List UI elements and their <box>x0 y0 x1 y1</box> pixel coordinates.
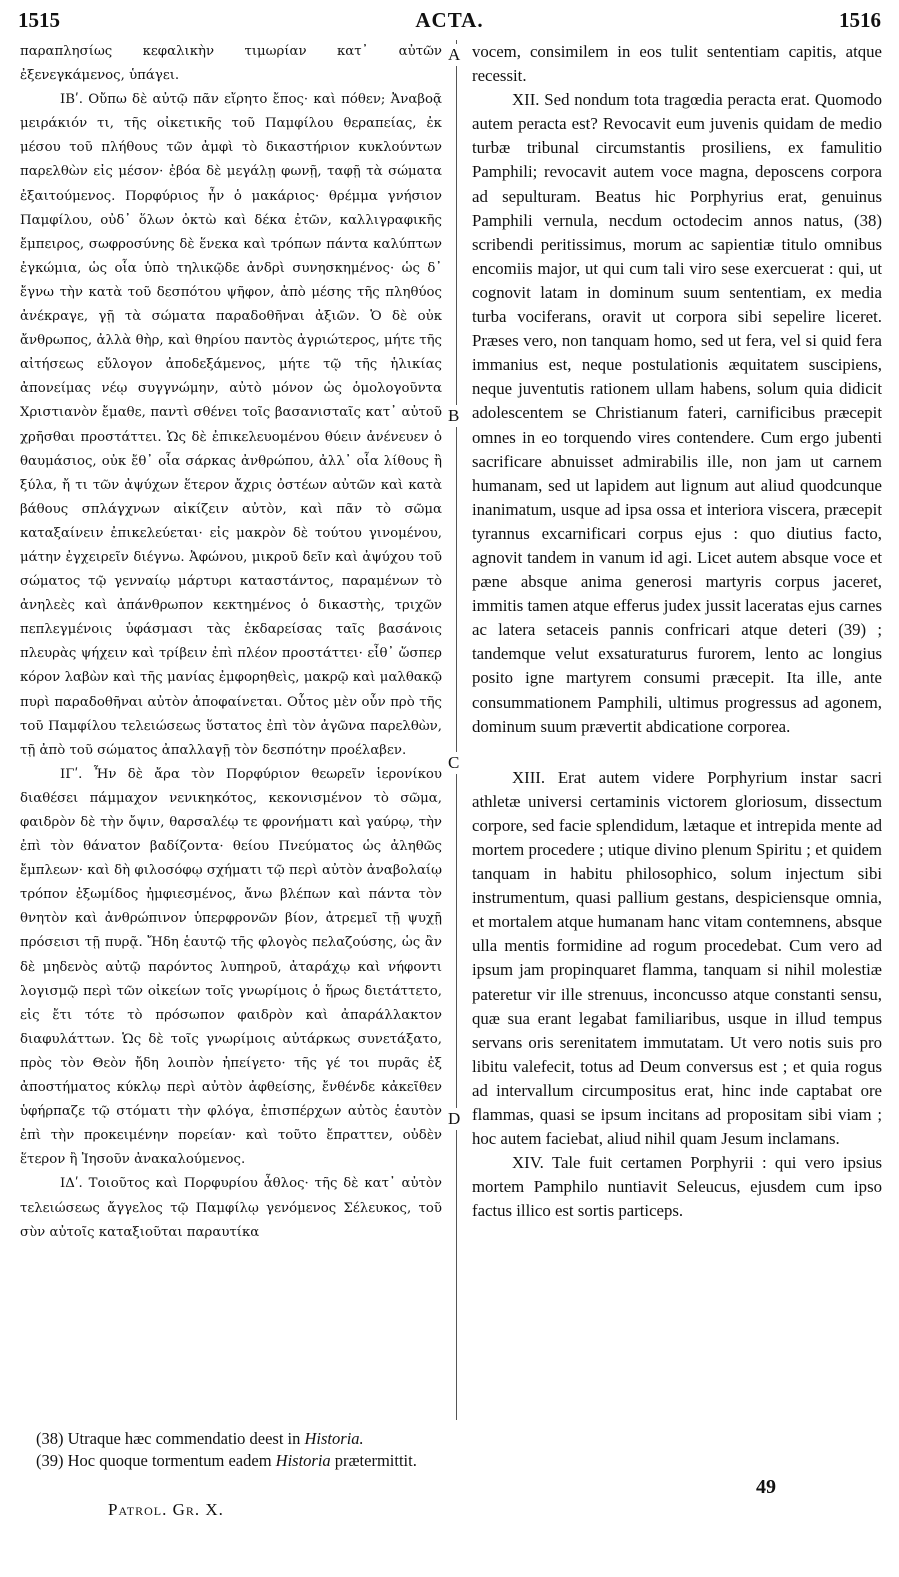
footnote-38-text: Utraque hæc commendatio deest in <box>67 1429 301 1448</box>
footnote-39 <box>36 1450 636 1472</box>
latin-section-14: XIV. Tale fuit certamen Porphyrii : qui vero ipsius mortem Pamphilo nuntiavit Seleucus, ejusdem cum ipso factus illico est sortis particeps. <box>472 1153 882 1221</box>
latin-section-12: XII. Sed nondum tota tragœdia peracta erat. Quomodo autem peracta est? Revocavit eum juvenis quidam de medio turbæ tribunal circumstantis prosiliens, ex famulitio Pamphili; revocavit autem voce magna, deposcens corpora ad sepulturam. Beatus hic Porphyrius erat, genuinus Pamphili vernula, necdum octodecim annos natus, (38) scribendi peritissimus, morum ac sapientiæ titulo omnibus encomiis major, ut qui cum tali viro sese exercuerat : qui, ut cognovit latam in dominum suum sententiam, ex media turba vociferans, oravit ut corpora sibi sepelire liceret. Præses vero, non tanquam homo, sed ut fera, vel si quid fera immanius est, neque postulationis æquitatem suscipiens, neque juventutis rationem ullam habens, solum quia didicit adolescentem se Christianum fateri, carnificibus præcepit omnes in eo torquendo vires contendere. Cum ergo jubenti sacrificare abnuisset admirabilis ille, non jam ut carnem humanam, sed ut lapidem aut lignum aut aliud quodcunque inanimatum, usque ad ipsa ossa et interiora viscera, præcepit tyrannus excarnificari corpus ejus : quo diutius facto, agnovit tandem in vanum id agi. Licet autem absque voce et pæne absque anima generosi martyris corpus jaceret, immitis tamen atque efferus judex jussit laceratas ejus carnes ac latera setaceis pannis confricari atque deteri (39) ; tandemque velut exsaturaturus furorem, lento ac longius posito igne martyrem consumi præcepit. Ita ille, ante consummationem Pamphili, ultimus progressus ad agonem, dominum suum prævertit abdicatione corporea. <box>472 90 882 736</box>
column-number-right: 1516 <box>839 8 881 32</box>
footnote-38-source: Historia. <box>304 1429 364 1448</box>
greek-paragraph-continued: παραπλησίως κεφαλικὴν τιμωρίαν κατ᾽ αὐτῶν ἐξενεγκάμενος, ὑπάγει. <box>20 44 442 84</box>
latin-column <box>472 40 882 1224</box>
greek-section-14: ΙΔʹ. Τοιοῦτος καὶ Πορφυρίου ἆθλος· τῆς δὲ κατ᾽ αὐτὸν τελειώσεως ἄγγελος τῷ Παμφίλῳ γενόμενος Σέλευκος, τοῦ σὺν αὐτοῖς καταξιοῦται παραυτίκα <box>20 1176 442 1240</box>
margin-marker-c: C <box>448 753 460 772</box>
footnote-39-text: Hoc quoque tormentum eadem <box>67 1451 272 1470</box>
margin-marker-d: D <box>448 1109 461 1128</box>
column-number-left: 1515 <box>18 8 60 32</box>
greek-section-13: ΙΓʹ. Ἦν δὲ ἄρα τὸν Πορφύριον θεωρεῖν ἱερονίκου διαθέσει πάμμαχον νενικηκότος, κεκονισμένον τὸ σῶμα, φαιδρὸν δὲ τὴν ὄψιν, θαρσαλέῳ τε φρονήματι καὶ γαύρῳ, τὴν ἐπὶ τὸν θάνατον βαδίζοντα· θείου Πνεύματος ὡς ἀληθῶς ἔμπλεων· καὶ δὴ φιλοσόφῳ σχήματι τῷ περὶ αὐτὸν ἀναβολαίῳ τρόπον ἐξωμίδος ἠμφιεσμένος, ἄνω βλέπων καὶ πάντα τὸν θνητὸν καὶ ἀνθρώπινον ὑπερφρονῶν βίον, ἀτρεμεῖ τῇ ψυχῇ πρόσεισι τῇ πυρᾷ. Ἤδη ἑαυτῷ τῆς φλογὸς πελαζούσης, ὡς ἂν δὲ μηδενὸς αὐτῷ παρόντος λυπηροῦ, ἀταράχῳ καὶ νήφοντι λογισμῷ περὶ τῶν οἰκείων τοῖς γνωρίμοις ὁ ἥρως διετάττετο, εἰς ἔτι τότε τὸ πρόσωπον φαιδρὸν καὶ ἀπαράλλακτον διαφυλάττων. Ὡς δὲ τοῖς γνωρίμοις αὐτάρκως συνετάξατο, πρὸς τὸν Θεὸν ἤδη λοιπὸν ἠπείγετο· τῆς γέ τοι πυρᾶς ἐξ ἀποστήματος κύκλῳ περὶ αὐτὸν ἀφθείσης, ἔνθένδε κἀκεῖθεν ὑφήρπαζε τῷ στόματι τὴν φλόγα, ἐπισπέρχων αὐτὸς ἑαυτὸν ἐπὶ τὴν προκειμένην πορείαν· καὶ τοῦτο ἔπραττεν, οὐδὲν ἕτερον ἢ Ἰησοῦν ἀνακαλούμενος. <box>20 766 442 1168</box>
greek-section-12: ΙΒʹ. Οὔπω δὲ αὐτῷ πᾶν εἴρητο ἔπος· καὶ πόθεν; Ἀναβοᾷ μειράκιόν τι, τῆς οἰκετικῆς τοῦ Παμφίλου θεραπείας, ἐκ μέσου τοῦ πλήθους τῶν ἀμφὶ τὸ δικαστήριον κυκλούντων παρελθὼν εἰς μέσον· ἐβόα δὲ μεγάλῃ φωνῇ, ταφῇ τὰ σώματα ἐξαιτούμενος. Πορφύριος ἦν ὁ μακάριος· θρέμμα γνήσιον Παμφίλου, οὐδ᾽ ὅλων ὀκτὼ καὶ δέκα ἐτῶν, καλλιγραφικῆς ἔμπειρος, σωφροσύνης δὲ ἕνεκα καὶ τρόπων πάντα καλύπτων ἐγκώμια, ὡς οἷα ὑπὸ τηλικῷδε ἀνδρὶ συνησκημένος· ὡς δ᾽ ἔγνω τὴν κατὰ τοῦ δεσπότου ψῆφον, ἀπὸ μέσης τῆς πληθύος ἀνέκραγε, γῇ τὰ σώματα παραδοθῆναι ἀξιῶν. Ὁ δὲ οὐκ ἄνθρωπος, ἀλλὰ θὴρ, καὶ θηρίου παντὸς ἀγριώτερος, μήτε τῆς αἰτήσεως εὔλογον ἀποδεξάμενος, μήτε τῷ τῆς ἡλικίας ἀπονείμας νέῳ συγγνώμην, αὐτὸ μόνον ὡς ὁμολογοῦντα Χριστιανὸν ἔμαθε, παντὶ σθένει τοῖς βασανισταῖς κατ᾽ αὐτοῦ χρῆσθαι προστάττει. Ὡς δὲ ἐπικελευομένου θύειν ἀνένευεν ὁ θαυμάσιος, οὐκ ἔθ᾽ οἷα σάρκας ἀνθρώπου, ἀλλ᾽ οἷα λίθους ἢ ξύλα, ἤ τι τῶν ἀψύχων ἕτερον ἄχρις ὀστέων αὐτῶν καὶ κατὰ βάθους σπλάγχνων αἰκίζειν αὐτὸν, καὶ πᾶν τὸ σῶμα καταξαίνειν ἐπικελεύεται· εἰς μακρὸν δὲ τούτου γινομένου, μάτην ἐγχειρεῖν διέγνω. Ἀφώνου, μικροῦ δεῖν καὶ ἀψύχου τοῦ σώματος τῷ γενναίῳ μάρτυρι καταστάντος, παραμένων τὸ ἀνηλεὲς καὶ ἀπάνθρωπον κεκτημένος ὁ δικαστὴς, τριχῶν πεπλεγμένοις ὑφάσμασι τὰς ἐκδαρείσας ταῖς βασάνοις πλευρὰς ψήχειν καὶ τρίβειν ἐπὶ πλέον προστάττει· εἶθ᾽ ὥσπερ κόρον λαβὼν καὶ τῆς μανίας ἐμφορηθεὶς, μακρῷ καὶ μαλθακῷ πυρὶ παραδοθῆναι αὐτὸν ἀποφαίνεται. Οὗτος μὲν οὖν πρὸ τῆς τοῦ Παμφίλου τελειώσεως ὕστατος ἐπὶ τὸν ἀγῶνα παρελθὼν, τῇ ἀπὸ τοῦ σώματος ἀπαλλαγῇ τὸν δεσπότην προέλαβεν. <box>20 92 442 758</box>
running-title: ACTA. <box>415 8 484 32</box>
latin-paragraph-continued: vocem, consimilem in eos tulit sententiam capitis, atque recessit. <box>472 42 882 86</box>
margin-marker-a: A <box>448 45 461 64</box>
volume-footer: Patrol. Gr. X. <box>108 1500 224 1519</box>
latin-section-13: XIII. Erat autem videre Porphyrium instar sacri athletæ universi certaminis victorem gloriosum, dissectum corpore, sed facie splendidum, lætaque et intrepida mente ad mortem procedere ; utique divino plenum Spiritu ; et quidem tanquam in habitu philosophico, solum injectum sibi instrumentum, quasi pallium gestans, despiciensque omnia, et mortalem atque humanam hanc vitam contemnens, absque ulla mentis formidine ad rogum procedebat. Cum vero ad ipsum jam propinquaret flamma, tanquam si nihil molestiæ pateretur vir ille strenuus, inconcusso atque constanti sensu, quæ sua erant legabat familiaribus, usque in illud tempus servans oris serenitatem immutatam. Ut vero notis suis pro libitu valefecit, totus ad Deum conversus est ; et quia rogus ad intervallum circumpositus erat, hinc inde captabat ore flammas, quasi se ipsum incitans ad propositam sibi viam ; hoc autem faciebat, aliud nihil quam Jesum inclamans. <box>472 767 882 1149</box>
footnote-38-number: (38) <box>36 1429 64 1448</box>
footnotes <box>36 1428 636 1472</box>
footnote-39-source: Historia <box>275 1451 331 1470</box>
greek-column <box>20 40 442 1245</box>
footnote-38 <box>36 1428 636 1450</box>
signature-mark: 49 <box>756 1476 776 1498</box>
running-header <box>18 8 881 38</box>
margin-marker-b: B <box>448 406 460 425</box>
footnote-39-tail: prætermittit. <box>334 1451 417 1470</box>
column-divider <box>456 40 457 1420</box>
footnote-39-number: (39) <box>36 1451 64 1470</box>
